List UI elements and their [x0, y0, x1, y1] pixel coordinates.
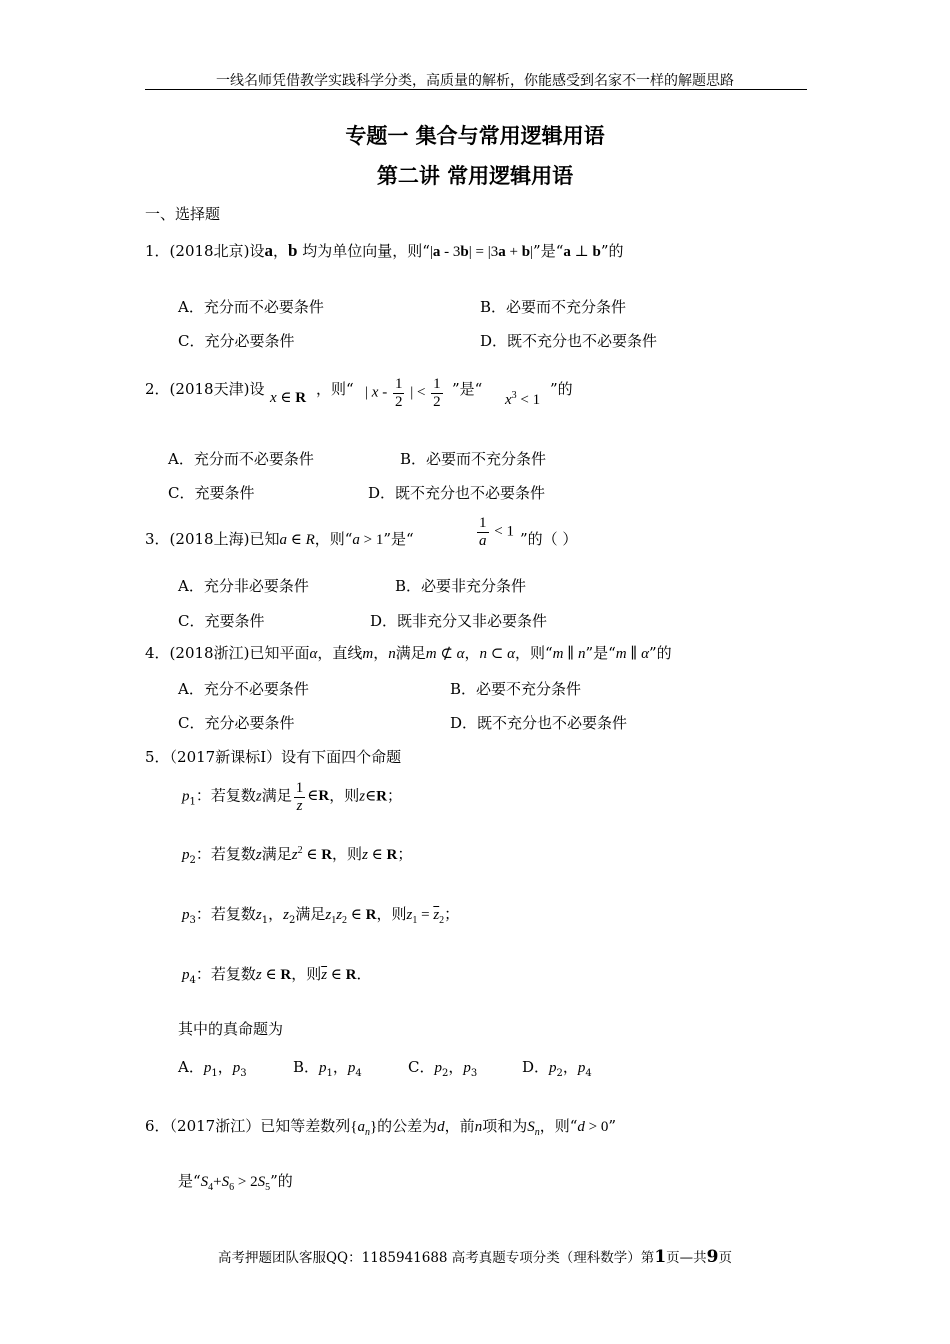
footer-page-number: 1	[654, 1247, 667, 1267]
q3-option-a: A．充分非必要条件	[178, 577, 309, 595]
page-header: 一线名师凭借教学实践科学分类，高质量的解析，你能感受到名家不一样的解题思路	[216, 73, 734, 89]
q2-option-c: C．充要条件	[168, 484, 255, 502]
q5-option-c: C．$p_2$，$p_3$	[408, 1058, 478, 1079]
q4-option-c: C．充分必要条件	[178, 714, 295, 732]
q2-option-b: B．必要而不充分条件	[400, 450, 547, 468]
q3-domain-math: a ∈ R	[279, 532, 315, 548]
q4-source: (2018浙江)	[169, 644, 250, 662]
q2-option-d: D．既不充分也不必要条件	[368, 484, 546, 502]
q3-cond1-math: a > 1	[352, 532, 384, 548]
q6-source: （2017浙江）	[169, 1117, 261, 1135]
q3-cond2-math: $\frac{1}{a}$ < 1	[479, 515, 514, 549]
q1-option-b: B．必要而不充分条件	[480, 298, 627, 316]
section-label: 一、选择题	[145, 205, 221, 223]
q5-proposition-p3: $p_3$：若复数$z_1$，$z_2$满足$z_1z_2$ ∈ R，则$z_1 = \overline{z}_2$；	[182, 905, 460, 926]
question-1: 1．(2018北京)设a，b 均为单位向量，则“|a - 3b| = |3a + b|”是“a ⊥ b”的	[145, 241, 624, 260]
q3-option-c: C．充要条件	[178, 612, 265, 630]
q1-option-c: C．充分必要条件	[178, 332, 295, 350]
q3-number: 3．	[145, 530, 170, 548]
q5-option-d: D．$p_2$，$p_4$	[522, 1058, 592, 1079]
q2-source: (2018天津)	[169, 380, 250, 398]
q6-number: 6．	[145, 1117, 170, 1135]
q5-proposition-p4: $p_4$：若复数z ∈ R，则$\overline{z}$ ∈ R．	[182, 965, 372, 986]
q2-condition-math: | x - $\frac{1}{2}$ | < $\frac{1}{2}$	[365, 376, 441, 410]
page-title: 专题一 集合与常用逻辑用语	[345, 124, 605, 148]
q1-option-d: D．既不充分也不必要条件	[480, 332, 658, 350]
footer-page-total: 9	[706, 1247, 719, 1267]
q2-domain-math: x ∈ R	[270, 390, 307, 406]
q4-option-a: A．充分不必要条件	[178, 680, 309, 698]
q5-ask: 其中的真命题为	[178, 1020, 284, 1038]
q1-perp-math: a ⊥ b	[563, 244, 601, 260]
q5-source: （2017新课标Ⅰ）	[169, 748, 282, 766]
q5-number: 5．	[145, 748, 170, 766]
header-rule	[145, 89, 807, 90]
question-6: 6．（2017浙江）已知等差数列$\{a_n\}$的公差为d，前n项和为$S_n$，则“d > 0”	[145, 1117, 617, 1138]
q1-option-a: A．充分而不必要条件	[178, 298, 324, 316]
q3-option-b: B．必要非充分条件	[395, 577, 527, 595]
q5-option-b: B．$p_1$，$p_4$	[293, 1058, 362, 1079]
q2-number: 2．	[145, 380, 170, 398]
q4-number: 4．	[145, 644, 170, 662]
q1-condition-math: |a - 3b| = |3a + b|	[429, 244, 534, 260]
q5-proposition-p2: $p_2$：若复数z满足$z^2$ ∈ R，则z ∈ R；	[182, 845, 413, 866]
question-3: 3．(2018上海)已知a ∈ R，则“a > 1”是“	[145, 530, 414, 548]
question-2: 2．(2018天津)设	[145, 380, 265, 398]
q2-cube-math: $x^3 < 1$	[505, 390, 541, 408]
q1-source: (2018北京)	[169, 242, 250, 260]
q5-option-a: A．$p_1$，$p_3$	[178, 1058, 247, 1079]
q3-option-d: D．既非充分又非必要条件	[370, 612, 548, 630]
q4-option-d: D．既不充分也不必要条件	[450, 714, 628, 732]
q2-option-a: A．充分而不必要条件	[168, 450, 314, 468]
page-footer: 高考押题团队客服QQ：1185941688 高考真题专项分类（理科数学）第1页—共9页	[217, 1247, 732, 1267]
q1-number: 1．	[145, 242, 170, 260]
q4-option-b: B．必要不充分条件	[450, 680, 582, 698]
q5-proposition-p1: $p_1$：若复数z满足 $\frac{1}{z}$ ∈R，则z∈R；	[182, 780, 403, 814]
question-5: 5．（2017新课标Ⅰ）设有下面四个命题	[145, 748, 402, 766]
question-4: 4．(2018浙江)已知平面α，直线m，n满足m ⊄ α，n ⊂ α，则“m ∥ n”是“m ∥ α”的	[145, 644, 672, 662]
q6-line2: 是“$S_4+S_6 > 2S_5$”的	[178, 1172, 293, 1193]
q3-source: (2018上海)	[169, 530, 250, 548]
page-subtitle: 第二讲 常用逻辑用语	[376, 164, 574, 188]
